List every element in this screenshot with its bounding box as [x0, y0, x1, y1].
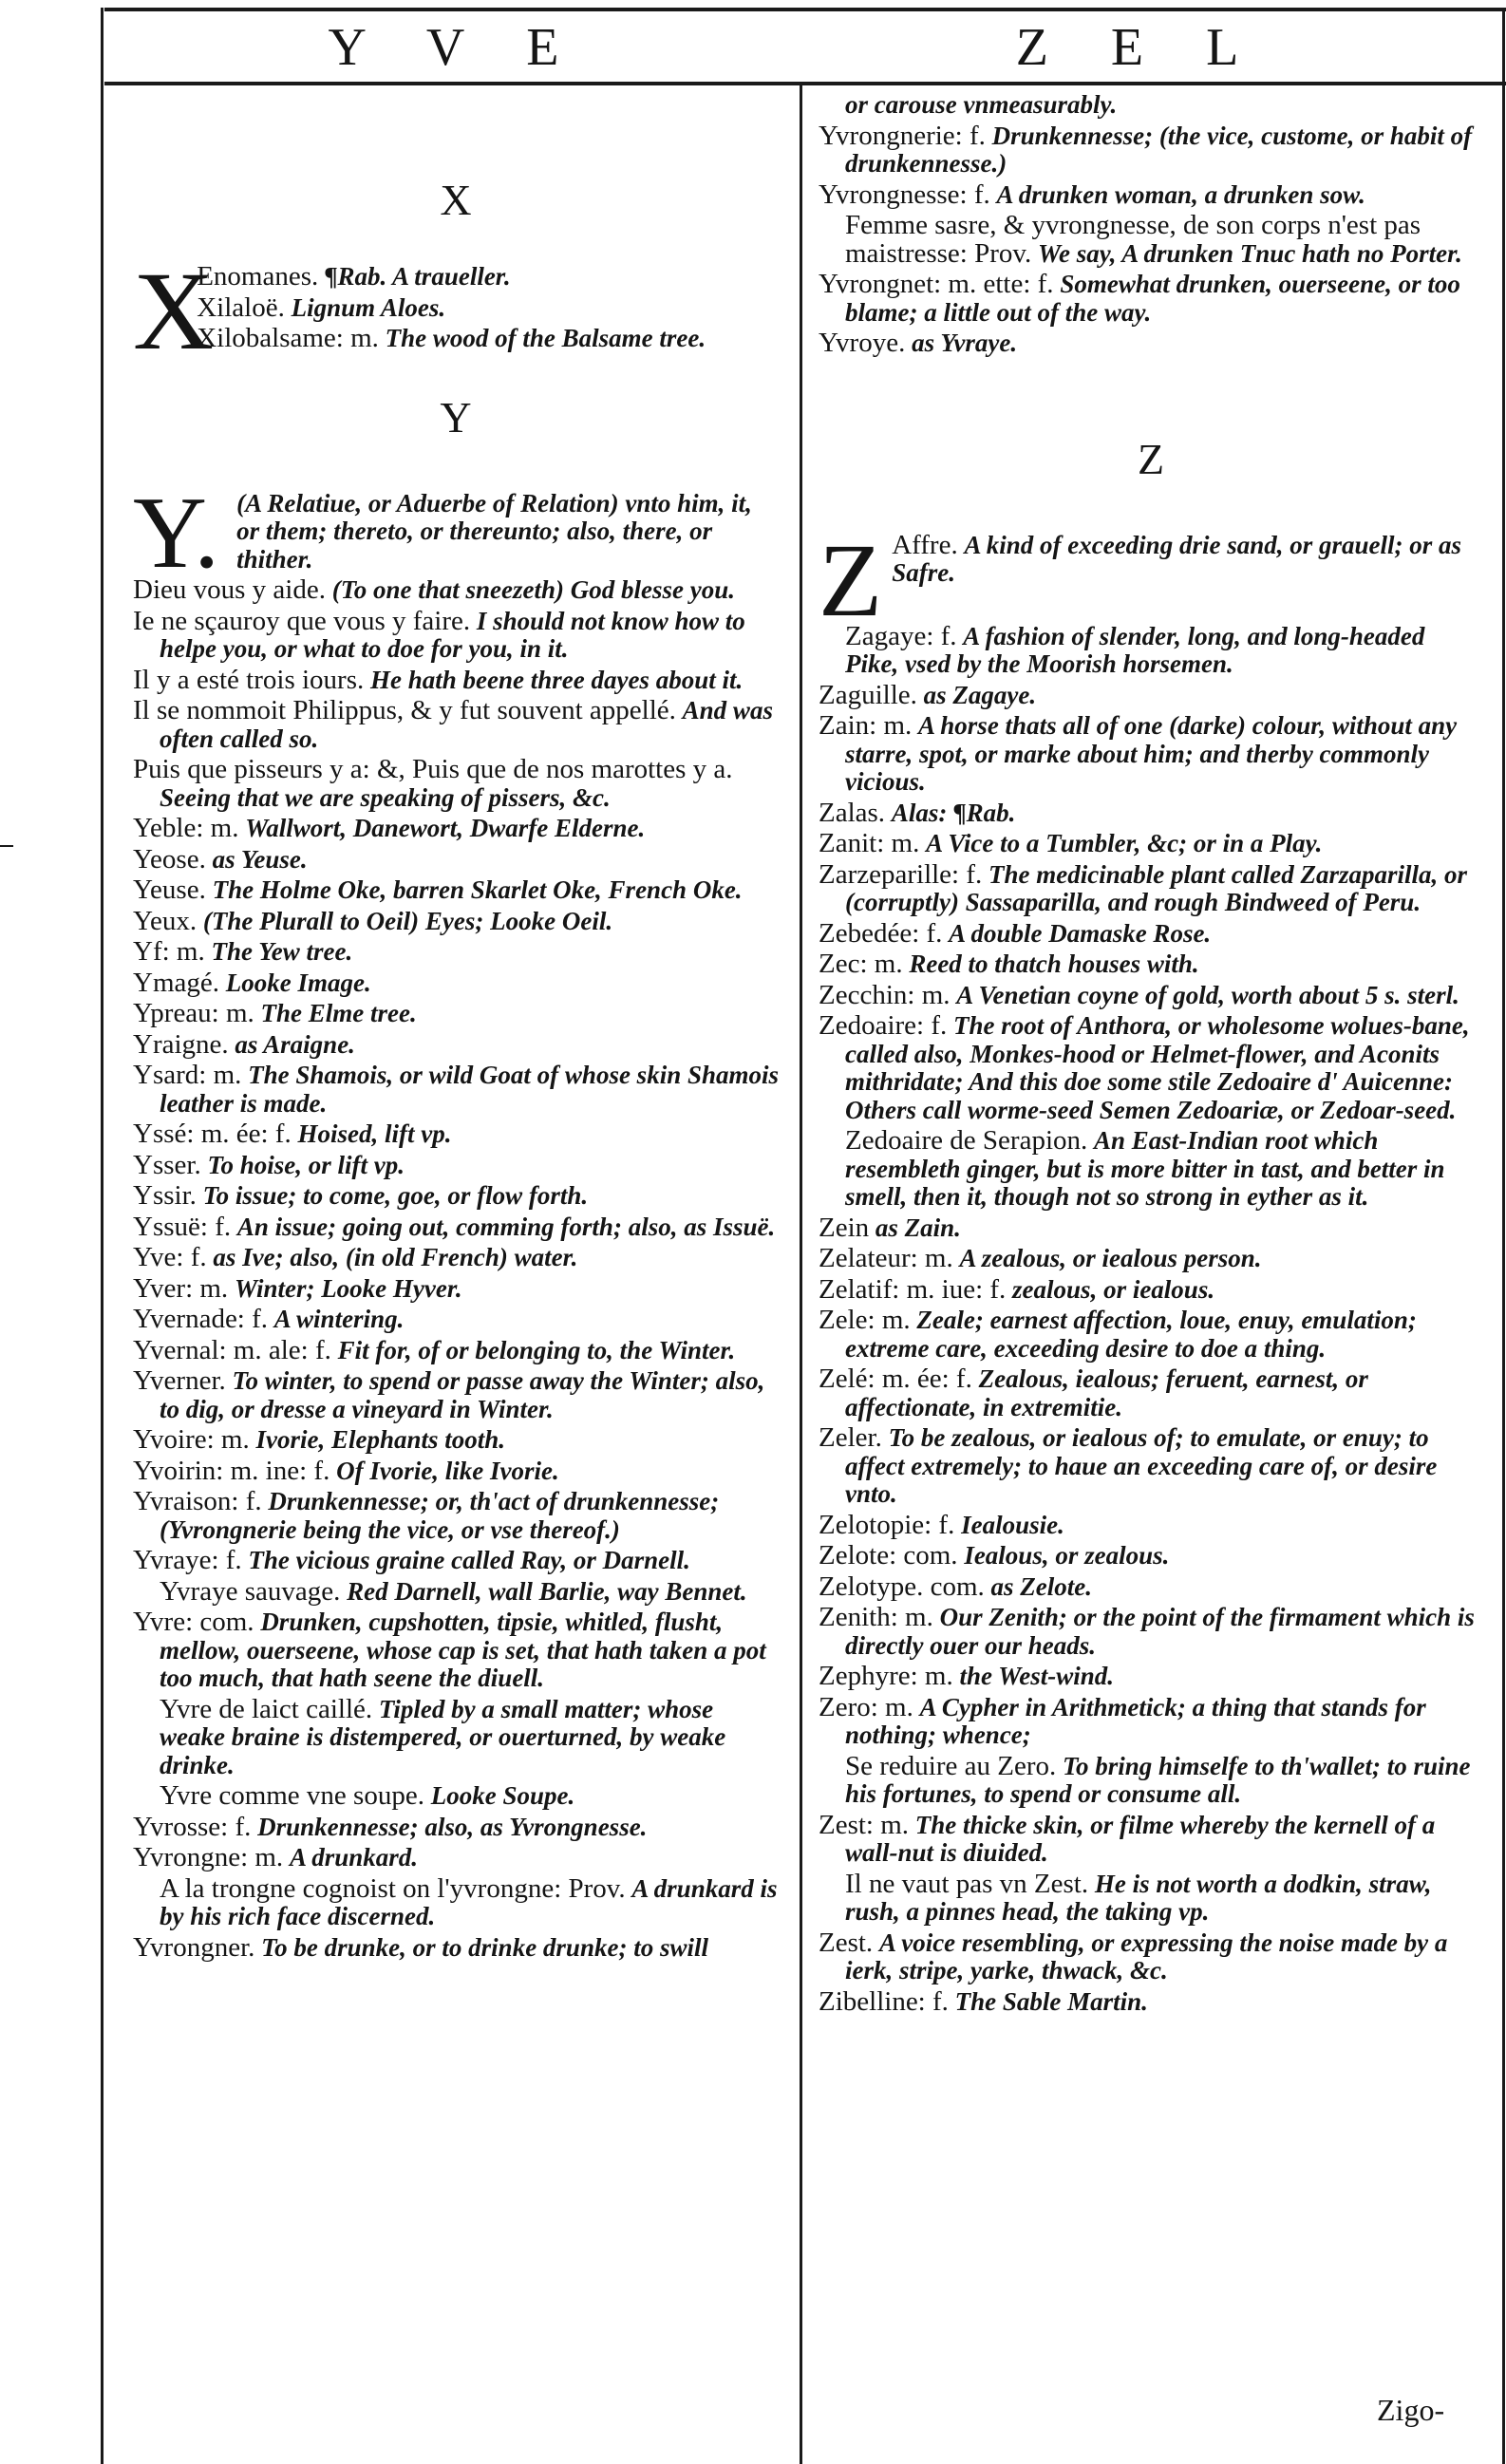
dictionary-entry [819, 1573, 1483, 1602]
entry-definition: (To one that sneezeth) God blesse you. [331, 575, 735, 604]
drop-initial-y: Y. [133, 476, 220, 590]
entry-headword: Il y a esté trois iours. [133, 664, 365, 695]
dictionary-entry [133, 1149, 779, 1180]
entry-definition: To hoise, or lift vp. [207, 1150, 405, 1179]
entry-definition: Seeing that we are speaking of pissers, &c. [160, 782, 611, 812]
entry-headword: Ypreau: m. [133, 998, 254, 1028]
entry-definition: Iealousie. [961, 1510, 1064, 1539]
entry-definition: A kind of exceeding drie sand, or grauell; or as Safre. [892, 530, 1461, 587]
entry-definition: Looke Image. [225, 968, 371, 997]
dictionary-entry [133, 1272, 779, 1304]
running-head-left: Y V E [328, 18, 584, 77]
dictionary-entry [133, 1575, 779, 1607]
entry-headword: Yf: m. [133, 936, 205, 967]
x-entry-list [133, 249, 779, 373]
header-rule [104, 82, 1506, 85]
entry-headword: Zest: m. [819, 1809, 910, 1840]
dictionary-entry [819, 329, 1483, 358]
entry-headword: Zagaye: f. [845, 620, 957, 651]
entry-definition: To be drunke, or to drinke drunke; to swill [261, 1932, 708, 1962]
entry-definition: A voice resembling, or expressing the noise made by a ierk, stripe, yarke, thwack, &c. [845, 1928, 1448, 1984]
entry-headword: Yvrongnerie: f. [819, 120, 986, 151]
dictionary-entry [133, 1028, 779, 1060]
entry-headword: Zibelline: f. [819, 1985, 949, 2017]
entry-headword: Yvroye. [819, 328, 906, 358]
entry-headword: Yssé: m. ée: f. [133, 1119, 292, 1149]
entry-headword: Zero: m. [819, 1691, 913, 1722]
dictionary-entry [819, 1365, 1483, 1421]
dictionary-entry [819, 1809, 1483, 1868]
dictionary-entry [133, 969, 779, 998]
entry-headword: Yeose. [133, 843, 206, 875]
dictionary-entry [819, 1214, 1483, 1243]
entry-headword: Zenith: m. [819, 1602, 933, 1632]
entry-headword: Yvrongnet: m. ette: f. [819, 269, 1054, 299]
entry-headword: Zebedée: f. [819, 917, 943, 949]
dictionary-entry [819, 1691, 1483, 1750]
entry-headword: Zelote: com. [819, 1540, 958, 1571]
entry-headword: Il se nommoit Philippus, & y fut souvent appellé. [133, 695, 676, 725]
entry-headword: Zelatif: m. iue: f. [819, 1273, 1007, 1305]
entry-definition: Reed to thatch houses with. [909, 950, 1199, 978]
entry-definition: zealous, or iealous. [1012, 1274, 1215, 1304]
dictionary-entry [133, 1455, 779, 1486]
entry-headword: Il ne vaut pas vn Zest. [845, 1868, 1089, 1899]
drop-initial-x: X [133, 249, 215, 373]
dictionary-entry [819, 1273, 1483, 1305]
entry-definition: A double Damaske Rose. [949, 918, 1212, 948]
entry-headword: Zephyre: m. [819, 1661, 953, 1691]
entry-definition: Ivorie, Elephants tooth. [255, 1425, 506, 1454]
dictionary-entry [819, 1509, 1483, 1540]
entry-headword: Xilobalsame: m. [197, 323, 379, 353]
dictionary-entry [133, 756, 779, 812]
top-rule [104, 8, 1506, 11]
dictionary-entry [819, 1929, 1483, 1985]
entry-definition: And was often called so. [160, 696, 773, 753]
entry-definition: Iealous, or zealous. [964, 1541, 1170, 1570]
entry-definition: Red Darnell, wall Barlie, way Bennet. [347, 1576, 747, 1606]
right-border [1502, 8, 1505, 2464]
dictionary-entry [133, 325, 779, 353]
entry-headword: Yraigne. [133, 1028, 229, 1060]
entry-headword: Yvraison: f. [133, 1486, 262, 1516]
entry-headword: Zecchin: m. [819, 979, 951, 1010]
dictionary-entry [133, 1120, 779, 1149]
entry-definition: as Zain. [875, 1213, 961, 1242]
dictionary-entry [133, 815, 779, 843]
entry-definition: Somewhat drunken, ouerseene, or too blame; a little out of the way. [845, 270, 1460, 327]
dictionary-entry [133, 1213, 779, 1242]
left-border [101, 8, 104, 2464]
entry-definition: To issue; to come, goe, or flow forth. [202, 1181, 589, 1210]
entry-definition: the West-wind. [959, 1662, 1115, 1690]
dictionary-entry [819, 1245, 1483, 1273]
entry-headword: Yvraye sauvage. [160, 1575, 341, 1607]
entry-headword: Yvrongne: m. [133, 1842, 284, 1872]
dictionary-entry [133, 1782, 779, 1811]
entry-headword: Yeux. [133, 905, 198, 936]
entry-definition: I should not know how to helpe you, or what to doe for you, in it. [160, 606, 745, 663]
entry-definition: To be zealous, or iealous of; to emulate, or enuy; to affect extremely; to haue an exceeding care of, or desire vnto. [845, 1423, 1438, 1508]
entry-headword: Se reduire au Zero. [845, 1750, 1057, 1781]
entry-definition: Tipled by a small matter; whose weake braine is distempered, or ouerturned, by weake drinke. [160, 1694, 726, 1779]
dictionary-entry [133, 1182, 779, 1211]
entry-headword: Enomanes. [197, 261, 319, 292]
entry-headword: Ysard: m. [133, 1060, 242, 1090]
entry-definition: Hoised, lift vp. [297, 1119, 452, 1148]
entry-definition: Looke Soupe. [430, 1781, 575, 1810]
dictionary-entry [133, 1488, 779, 1544]
entry-definition: as Yeuse. [212, 844, 308, 874]
entry-headword: Affre. [892, 529, 958, 560]
entry-headword: Yverner. [133, 1365, 226, 1396]
entry-definition: Drunkennesse; or, th'act of drunkennesse; (Yvrongnerie being the vice, or vse thereof.) [160, 1487, 720, 1544]
entry-headword: Zelateur: m. [819, 1243, 953, 1273]
dictionary-entry [819, 1307, 1483, 1363]
dictionary-entry [819, 1663, 1483, 1691]
margin-mark [0, 845, 13, 847]
entry-definition: Zealous, iealous; feruent, earnest, or affectionate, in extremitie. [845, 1364, 1368, 1421]
dictionary-entry [133, 905, 779, 936]
dictionary-entry [819, 620, 1483, 679]
entry-definition: A Venetian coyne of gold, worth about 5 s. sterl. [956, 980, 1459, 1009]
entry-headword: Zaguille. [819, 679, 917, 710]
entry-headword: Zedoaire: f. [819, 1010, 948, 1041]
dictionary-entry [819, 679, 1483, 710]
dictionary-entry [819, 1750, 1483, 1809]
running-head-right: Z E L [1015, 18, 1264, 77]
dictionary-entry [819, 271, 1483, 327]
entry-headword: Yvraye: f. [133, 1545, 242, 1575]
y-first-definition: (A Relatiue, or Aduerbe of Relation) vnto him, it, or them; thereto, or thereunto; also, there, or thither. [236, 488, 752, 574]
entry-definition: Drunken, cupshotten, tipsie, whitled, flusht, mellow, ouerseene, whose cap is set, that hath taken a pot too much, that hath seene the diuell. [160, 1608, 766, 1692]
dictionary-entry [819, 181, 1483, 210]
dictionary-entry [133, 1426, 779, 1455]
entry-headword: Yvre comme vne soupe. [160, 1780, 424, 1811]
entry-definition: An East-Indian root which resembleth ginger, but is more bitter in tast, and better in smell, then it, though not so strong in eyther as it. [845, 1126, 1445, 1211]
entry-headword: Yeuse. [133, 875, 206, 905]
drop-initial-z: Z [819, 521, 883, 638]
continued-entry-list [819, 91, 1483, 358]
entry-definition: The Yew tree. [211, 937, 353, 966]
entry-headword: Zain: m. [819, 710, 913, 741]
entry-definition: A wintering. [273, 1305, 405, 1333]
dictionary-entry [133, 1872, 779, 1931]
dictionary-entry [819, 1012, 1483, 1124]
section-heading-x: X [440, 176, 472, 224]
dictionary-entry [133, 938, 779, 967]
entry-headword: Zelotype. com. [819, 1571, 985, 1602]
dictionary-entry [819, 212, 1483, 268]
entry-headword: Zelotopie: f. [819, 1509, 955, 1540]
dictionary-entry [819, 1868, 1483, 1927]
entry-headword: Ysser. [133, 1149, 201, 1180]
dictionary-entry [133, 1062, 779, 1118]
entry-definition: A fashion of slender, long, and long-headed Pike, vsed by the Moorish horsemen. [845, 621, 1425, 678]
entry-headword: A la trongne cognoist on l'yvrongne: Prov. [160, 1872, 626, 1904]
entry-definition: Wallwort, Danewort, Dwarfe Elderne. [245, 814, 646, 842]
entry-headword: Xilaloë. [197, 292, 285, 323]
entry-headword: Zedoaire de Serapion. [845, 1125, 1088, 1156]
entry-definition: A zealous, or iealous person. [959, 1244, 1262, 1272]
dictionary-entry [133, 1000, 779, 1028]
left-entry-list [133, 576, 779, 1962]
entry-headword: Yvrosse: f. [133, 1811, 252, 1842]
entry-definition: The Sable Martin. [954, 1986, 1148, 2016]
entry-definition: The Elme tree. [260, 999, 417, 1027]
entry-headword: Zanit: m. [819, 828, 920, 858]
dictionary-entry [133, 1367, 779, 1423]
entry-headword: Yvoirin: m. ine: f. [133, 1455, 330, 1486]
dictionary-entry [819, 1542, 1483, 1571]
dictionary-entry [133, 1844, 779, 1872]
x-block [133, 249, 779, 373]
dictionary-entry [819, 979, 1483, 1010]
entry-definition: Drunkennesse; (the vice, custome, or habit of drunkennesse.) [845, 121, 1473, 178]
entry-headword: Yvrongner. [133, 1931, 255, 1963]
entry-definition: ¶Rab. A traueller. [325, 262, 511, 291]
entry-headword: Dieu vous y aide. [133, 574, 326, 605]
entry-headword: Yvoire: m. [133, 1424, 250, 1455]
dictionary-entry [819, 917, 1483, 949]
entry-definition: The thicke skin, or filme whereby the kernell of a wall-nut is diuided. [845, 1810, 1436, 1867]
dictionary-entry [133, 1608, 779, 1693]
dictionary-entry [819, 122, 1483, 179]
dictionary-entry [819, 830, 1483, 858]
z-entry-list [819, 620, 1483, 2017]
dictionary-entry [133, 576, 779, 605]
entry-headword: Yvre: com. [133, 1607, 254, 1637]
entry-headword: Yeble: m. [133, 813, 239, 843]
entry-headword: Femme sasre, & yvrongnesse, de son corps n'est pas maistresse: Prov. [845, 210, 1421, 269]
column-divider [800, 82, 802, 2464]
entry-definition: Drunkennesse; also, as Yvrongnesse. [257, 1812, 648, 1841]
dictionary-entry [133, 294, 779, 323]
entry-headword: Yvre de laict caillé. [160, 1693, 373, 1724]
entry-headword: Yve: f. [133, 1242, 207, 1272]
dictionary-entry [133, 263, 779, 292]
entry-headword: Yver: m. [133, 1272, 229, 1304]
entry-definition: Of Ivorie, like Ivorie. [336, 1456, 559, 1485]
entry-definition: Alas: ¶Rab. [891, 798, 1016, 827]
dictionary-entry [133, 1931, 779, 1963]
entry-definition: A Vice to a Tumbler, &c; or in a Play. [926, 829, 1323, 857]
entry-definition: He hath beene three dayes about it. [369, 665, 744, 694]
dictionary-entry [133, 843, 779, 875]
entry-headword: Yvernal: m. ale: f. [133, 1334, 331, 1365]
entry-definition: as Araigne. [235, 1029, 355, 1059]
entry-headword: Zec: m. [819, 949, 903, 979]
dictionary-entry [819, 91, 1483, 120]
dictionary-entry [819, 858, 1483, 917]
entry-definition: Our Zenith; or the point of the firmament which is directly ouer our heads. [845, 1603, 1475, 1660]
right-column [819, 91, 1483, 2019]
entry-definition: The medicinable plant called Zarzaparilla, or (corruptly) Sassaparilla, and rough Bindweed of Peru. [845, 859, 1468, 916]
entry-definition: The Shamois, or wild Goat of whose skin Shamois leather is made. [160, 1061, 780, 1118]
dictionary-entry [819, 950, 1483, 979]
entry-definition: as Zelote. [990, 1571, 1092, 1601]
entry-definition: A horse thats all of one (darke) colour, without any starre, spot, or marke about him; and therby commonly vicious. [845, 711, 1458, 796]
entry-headword: Ie ne sçauroy que vous y faire. [133, 605, 471, 636]
entry-definition: He is not worth a dodkin, straw, rush, a pinnes head, the taking vp. [845, 1869, 1432, 1926]
entry-definition: Lignum Aloes. [291, 292, 446, 322]
entry-definition: A drunken woman, a drunken sow. [996, 179, 1365, 209]
entry-definition: The vicious graine called Ray, or Darnell. [248, 1546, 690, 1574]
entry-definition: The root of Anthora, or wholesome wolues-bane, called also, Monkes-hood or Helmet-flower, and Aconits mithridate; And this doe some stile Zedoaire d' Auicenne: Others call worme-seed Semen Zedoariæ, or Zedoar-seed. [845, 1011, 1470, 1124]
entry-definition: Zeale; earnest affection, loue, enuy, emulation; extreme care, exceeding desire to doe a thing. [845, 1306, 1417, 1363]
entry-definition: A drunkard is by his rich face discerned. [160, 1873, 778, 1930]
left-column [133, 91, 779, 1965]
entry-headword: Zein [819, 1212, 870, 1243]
dictionary-entry [133, 1334, 779, 1365]
entry-definition: We say, A drunken Tnuc hath no Porter. [1038, 238, 1462, 268]
dictionary-entry [819, 712, 1483, 797]
entry-definition: The wood of the Balsame tree. [385, 324, 706, 352]
entry-headword: Yssir. [133, 1180, 197, 1211]
entry-definition: (The Plurall to Oeil) Eyes; Looke Oeil. [202, 906, 613, 935]
dictionary-entry [819, 799, 1483, 828]
dictionary-entry [133, 1306, 779, 1334]
entry-definition: An issue; going out, comming forth; also, as Issuë. [236, 1212, 776, 1241]
dictionary-entry [819, 1127, 1483, 1212]
entry-definition: To winter, to spend or passe away the Winter; also, to dig, or dresse a vineyard in Winter. [160, 1366, 765, 1423]
entry-headword: Ymagé. [133, 967, 219, 998]
entry-headword: Zele: m. [819, 1305, 911, 1335]
catchword: Zigo- [1377, 2393, 1445, 2427]
entry-headword: Zarzeparille: f. [819, 858, 983, 890]
entry-headword: Yvernade: f. [133, 1304, 269, 1334]
entry-definition: Fit for, of or belonging to, the Winter. [337, 1335, 736, 1364]
entry-headword: Puis que pisseurs y a: &, Puis que de nos marottes y a. [133, 754, 733, 784]
entry-headword: Zelé: m. ée: f. [819, 1364, 972, 1394]
entry-definition: The Holme Oke, barren Skarlet Oke, French Oke. [212, 875, 743, 904]
entry-headword: Yvrongnesse: f. [819, 179, 990, 210]
dictionary-entry [133, 876, 779, 905]
dictionary-entry [133, 1811, 779, 1842]
entry-headword: Yssuë: f. [133, 1211, 232, 1242]
dictionary-entry [133, 1547, 779, 1575]
z-first-entry [819, 529, 1483, 588]
dictionary-entry [133, 1693, 779, 1780]
dictionary-entry [133, 697, 779, 753]
dictionary-entry [133, 605, 779, 664]
entry-headword: Zest. [819, 1927, 874, 1958]
entry-headword: Zeler. [819, 1422, 882, 1453]
dictionary-entry [819, 1604, 1483, 1660]
entry-definition: as Yvraye. [912, 329, 1018, 357]
entry-headword: Zalas. [819, 797, 886, 828]
entry-definition: A Cypher in Arithmetick; a thing that stands for nothing; whence; [845, 1692, 1426, 1749]
dictionary-entry [133, 664, 779, 695]
entry-definition: as Zagaye. [923, 680, 1037, 709]
entry-definition: Winter; Looke Hyver. [234, 1273, 462, 1303]
entry-definition: To bring himselfe to th'wallet; to ruine his fortunes, to spend or consume all. [845, 1751, 1471, 1808]
dictionary-entry [819, 1424, 1483, 1509]
entry-definition: or carouse vnmeasurably. [845, 90, 1118, 119]
section-heading-y: Y [440, 392, 472, 442]
section-heading-z: Z [1137, 434, 1165, 483]
dictionary-entry [819, 1985, 1483, 2017]
entry-definition: A drunkard. [289, 1843, 419, 1872]
dictionary-entry [133, 1244, 779, 1272]
entry-definition: as Ive; also, (in old French) water. [213, 1243, 578, 1271]
